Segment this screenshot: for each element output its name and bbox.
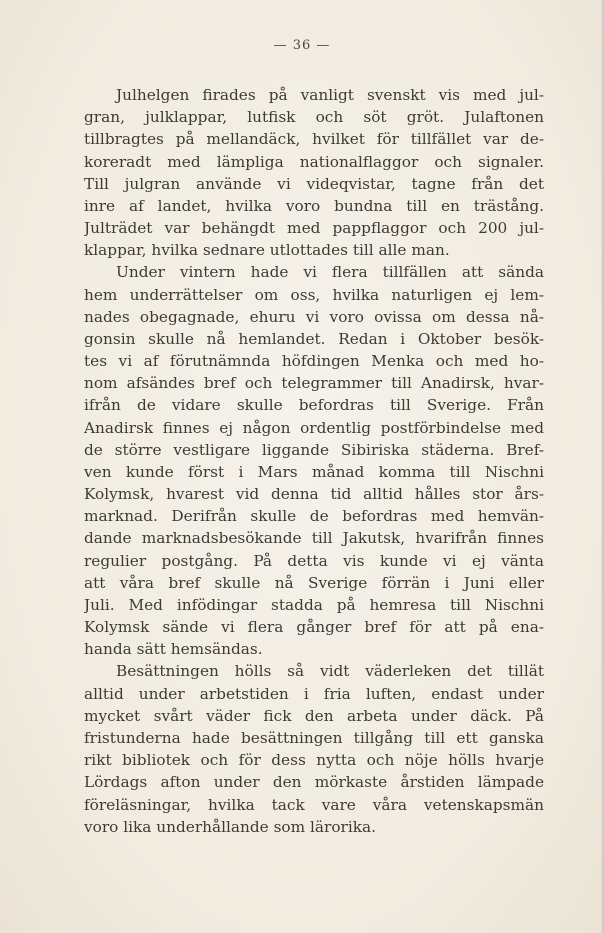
text-line: nom afsändes bref och telegrammer till Anadirsk, hvar- <box>84 374 544 393</box>
text-line: Kolymsk sände vi flera gånger bref för att på ena- <box>84 618 544 637</box>
text-line: Julträdet var behängdt med pappflaggor och 200 jul- <box>84 219 544 238</box>
text-line: Anadirsk finnes ej någon ordentlig postförbindelse med <box>84 418 544 437</box>
text-line: rikt bibliotek och för dess nytta och nöje hölls hvarje <box>84 751 544 770</box>
text-line: Under vintern hade vi flera tillfällen att sända <box>116 263 544 282</box>
body-text <box>84 84 544 838</box>
text-line: regulier postgång. På detta vis kunde vi ej vänta <box>84 551 544 570</box>
text-line: att våra bref skulle nå Sverige förrän i Juni eller <box>84 573 544 592</box>
text-line: de större vestligare liggande Sibiriska städerna. Bref- <box>84 440 544 459</box>
text-line: Lördags afton under den mörkaste årstiden lämpade <box>84 773 544 792</box>
text-line: nades obegagnade, ehuru vi voro ovissa om dessa nå- <box>84 307 544 326</box>
text-line: gonsin skulle nå hemlandet. Redan i Oktober besök- <box>84 329 544 348</box>
text-line: handa sätt hemsändas. <box>84 640 263 659</box>
text-line: alltid under arbetstiden i fria luften, endast under <box>84 684 544 703</box>
text-line: inre af landet, hvilka voro bundna till en trästång. <box>84 196 544 215</box>
text-line: hem underrättelser om oss, hvilka naturligen ej lem- <box>84 285 544 304</box>
text-line: ven kunde först i Mars månad komma till Nischni <box>84 462 544 481</box>
text-line: ifrån de vidare skulle befordras till Sverige. Från <box>84 396 544 415</box>
text-line: klappar, hvilka sednare utlottades till alle man. <box>84 241 450 260</box>
text-line: tes vi af förutnämnda höfdingen Menka och med ho- <box>84 352 544 371</box>
text-line: föreläsningar, hvilka tack vare våra vetenskapsmän <box>84 795 544 814</box>
text-line: voro lika underhållande som lärorika. <box>84 817 376 836</box>
text-line: Besättningen hölls så vidt väderleken det tillät <box>116 662 544 681</box>
text-line: marknad. Derifrån skulle de befordras med hemvän- <box>84 507 544 526</box>
text-line: Juli. Med infödingar stadda på hemresa till Nischni <box>84 595 544 614</box>
page-number: — 36 — <box>273 38 331 53</box>
text-line: dande marknadsbesökande till Jakutsk, hvarifrån finnes <box>84 529 544 548</box>
text-line: Julhelgen firades på vanligt svenskt vis med jul- <box>116 86 544 104</box>
text-line: gran, julklappar, lutfisk och söt gröt. Julaftonen <box>84 108 544 127</box>
text-line: tillbragtes på mellandäck, hvilket för tillfället var de- <box>84 130 544 149</box>
text-line: mycket svårt väder fick den arbeta under däck. På <box>84 706 544 725</box>
text-line: Till julgran använde vi videqvistar, tagne från det <box>84 174 544 193</box>
text-line: fristunderna hade besättningen tillgång till ett ganska <box>84 728 544 747</box>
text-line: koreradt med lämpliga nationalflaggor och signaler. <box>84 152 544 171</box>
text-line: Kolymsk, hvarest vid denna tid alltid hålles stor års- <box>84 485 544 504</box>
